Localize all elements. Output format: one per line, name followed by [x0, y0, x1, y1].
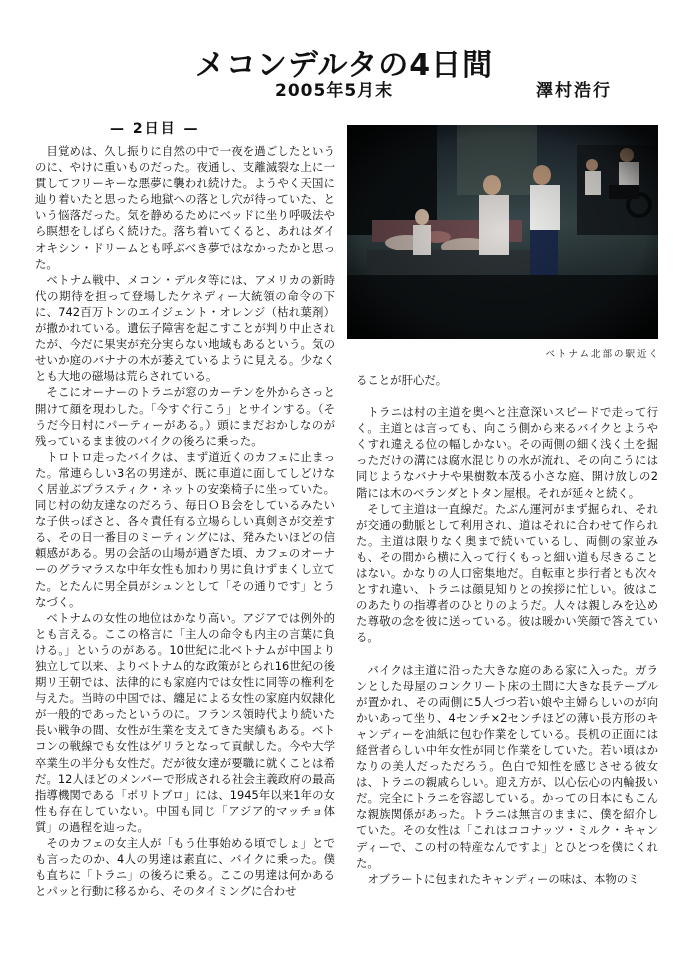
- subtitle-row: [0, 76, 688, 100]
- paragraph: ベトナムの女性の地位はかなり高い。アジアでは例外的とも言える。ここの格言に「主人の命令も内主の言葉に負ける。」というのがある。10世紀に北ベトナムが中国より独立して以来、よりベトナム的な政策がとられ16世紀の後期リ王朝では、法律的にも家庭内では女性に同等の権利を与えた。当時の中国では、纏足による女性の家庭内奴隷化が一般的であったというのに。フランス領時代より続いた長い戦争の間、女性が生業を支えてきた実績もある。ベトコンの戦線でも女性はゲリラとなって貢献した。今や大学卒業生の半分も女性だ。だが彼女達が要職に就くことは希だ。12人ほどのメンバーで形成される社会主義政府の最高指導機関である「ポリトブロ」には、1945年以来1年の女性も存在していない。中国も同じ「アジア的マッチョ体質」の過程を辿った。: [35, 610, 335, 834]
- photo-caption: ベトナム北部の駅近く: [545, 349, 660, 360]
- paragraph: そして主道は一直線だ。たぶん運河がまず掘られ、それが交通の動脈として利用され、道はそれに合わせて作られた。主道は限りなく奥まで続いているし、両側の家並みも、その間から横に入って行くもっと細い道も尽きることはない。かなりの人口密集地だ。自転車と歩行者とも次々とすれ違い、トラニは顔見知りとの挨拶に忙しい。彼はこのあたりの指導者のひとりのようだ。人々は親しみを込めた尊敬の念を彼に送っている。彼は暖かい笑顔で答えている。: [356, 501, 658, 645]
- article-date: 2005年5月末: [275, 81, 394, 101]
- market-photo-image: [347, 125, 658, 339]
- market-photo: [347, 125, 658, 339]
- paragraph: そのカフェの女主人が「もう仕事始める頃でしょ」とでも言ったのか、4人の男達は素直に、バイクに乗った。僕も直ちに「トラニ」の後ろに乗る。ここの男達は何かあるとパッと行動に移るから、そのタイミングに合わせ: [35, 836, 335, 899]
- paragraph: 目覚めは、久し振りに自然の中で一夜を過ごしたというのに、やけに重いものだった。夜通し、支離滅裂な上に一貫してフリーキーな悪夢に襲われ続けた。ようやく天国に辿り着いたと思ったら地獄への落とし穴が待っていた、という悩落だった。気を静めるためにベッドに坐り呼吸法やら瞑想をしばらく続けた。落ち着いてくると、あれはダイオキシン・ドリームとも呼ぶべき夢ではなかったかと思った。: [35, 144, 335, 271]
- paragraph: ることが肝心だ。: [356, 373, 448, 387]
- author-name: 澤村浩行: [536, 81, 612, 101]
- left-column: [35, 143, 335, 899]
- paragraph: トロトロ走ったバイクは、まず道近くのカフェに止まった。常連らしい3名の男達が、既に車道に面してしどけなく居並ぶプラスティク・ネットの安楽椅子に坐っていた。同じ村の幼友達なのだろう、毎日ＯＢ会をしているみたいな子供っぽさと、各々責任有る立場らしい真剣さが交差する、その日一番目のミーティングには、発みたいほどの信頼感がある。男の会話の山場が過ぎた頃、カフェのオーナーのグラマラスな中年女性も加わり男に負けずまくし立てた。とたんに男全員がシュンとして「その通りです」とうなづく。: [35, 449, 335, 609]
- paragraph: トラニは村の主道を奥へと注意深いスピードで走って行く。主道とは言っても、向こう側から来るバイクとようやくすれ違える位の幅しかない。その両側の細く浅く土を掘っただけの溝には腐水混じりの水が流れ、その向こうには同じようなバナナや果樹数本茂る小さな庭、開け放しの2階には木のベランダとトタン屋根。それが延々と続く。: [356, 405, 658, 500]
- section-heading: — 2日目 —: [110, 121, 200, 137]
- article-title: メコンデルタの4日間: [194, 48, 494, 83]
- paragraph: ベトナム戦中、メコン・デルタ等には、アメリカの新時代の期待を担って登場したケネディー大統領の命令の下に、742百万トンのエイジェント・オレンジ（枯れ葉剤）が撒かれている。遺伝子障害を起こすことが判り中止されたが、今だに果実が充分実らない地域もあるという。気のせいか庭のバナナの木が萎えているように見える。少なくとも大地の磁場は荒らされている。: [35, 272, 335, 384]
- paragraph: そこにオーナーのトラニが窓のカーテンを外からさっと開けて顔を現わした。「今すぐ行こう」とサインする。（そうだ今日村にパーティーがある。）頭にまだおかしなのが残っているまま彼のバイクの後ろに乗った。: [35, 385, 335, 448]
- paragraph: バイクは主道に沿った大きな庭のある家に入った。ガランとした母屋のコンクリート床の土間に大きな長テーブルが置かれ、その両側に5人づつ若い娘や主婦らしいのが向かいあって坐り、4センチ×2センチほどの薄い長方形のキャンディーを油紙に包む作業をしている。長机の正面には経営者らしい中年女性が同じ作業をしていた。若い頃はかなりの美人だっただろう。色白で知性を感じさせる彼女は、トラニの親戚らしい。迎え方が、以心伝心の内輪扱いだ。完全にトラニを容認している。かっての日本にもこんな親族関係があった。トラニは無言のままに、僕を紹介していた。その女性は「これはココナッツ・ミルク・キャンディーで、この村の特産なんですよ」とひとつを僕にくれた。: [356, 662, 658, 870]
- paragraph: オブラートに包まれたキャンディーの味は、本物のミ: [367, 871, 640, 886]
- right-column: [356, 372, 658, 887]
